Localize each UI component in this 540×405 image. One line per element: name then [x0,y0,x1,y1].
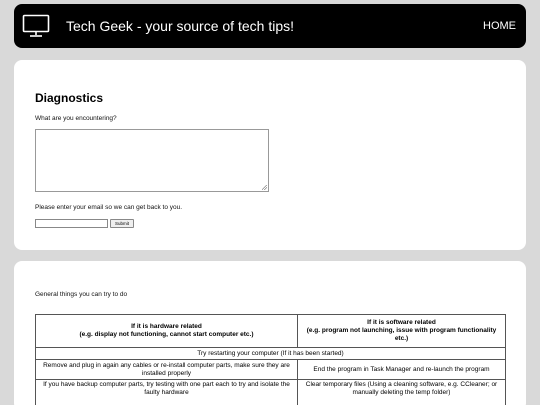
tips-table [35,314,506,405]
hardware-subheading: (e.g. display not functioning, cannot start computer etc.) [79,331,254,338]
resize-grip-icon[interactable] [262,185,267,190]
table-row [36,348,506,360]
software-subheading: (e.g. program not launching, issue with program functionality etc.) [306,327,497,342]
software-column-header [298,315,506,348]
table-header-row [36,315,506,348]
table-cell: End the program in Task Manager and re-launch the program [298,360,506,380]
table-cell: If you have backup computer parts, try testing with one part each to try and isolate the faulty hardware [36,380,298,405]
site-title: Tech Geek - your source of tech tips! [66,18,294,34]
tips-intro: General things you can try to do [35,291,128,298]
home-link[interactable]: HOME [483,20,516,32]
monitor-icon [22,14,50,38]
table-row [36,380,506,405]
tips-card [14,261,526,405]
table-row [36,360,506,380]
table-cell: Clear temporary files (Using a cleaning software, e.g. CCleaner; or manually deleting the temp folder) [298,380,506,405]
problem-question-label: What are you encountering? [35,115,117,122]
email-field[interactable] [35,219,108,228]
table-cell: Remove and plug in again any cables or re-install computer parts, make sure they are installed properly [36,360,298,380]
hardware-column-header [36,315,298,348]
diagnostics-title: Diagnostics [35,91,104,105]
hardware-heading: If it is hardware related [131,323,202,330]
diagnostics-card [14,60,526,250]
problem-textarea[interactable] [35,129,269,192]
software-heading: If it is software related [367,319,436,326]
email-prompt-label: Please enter your email so we can get back to you. [35,204,183,211]
table-cell: Try restarting your computer (If it has been started) [36,348,506,360]
submit-button[interactable]: Submit [110,219,134,228]
site-header [14,4,526,48]
